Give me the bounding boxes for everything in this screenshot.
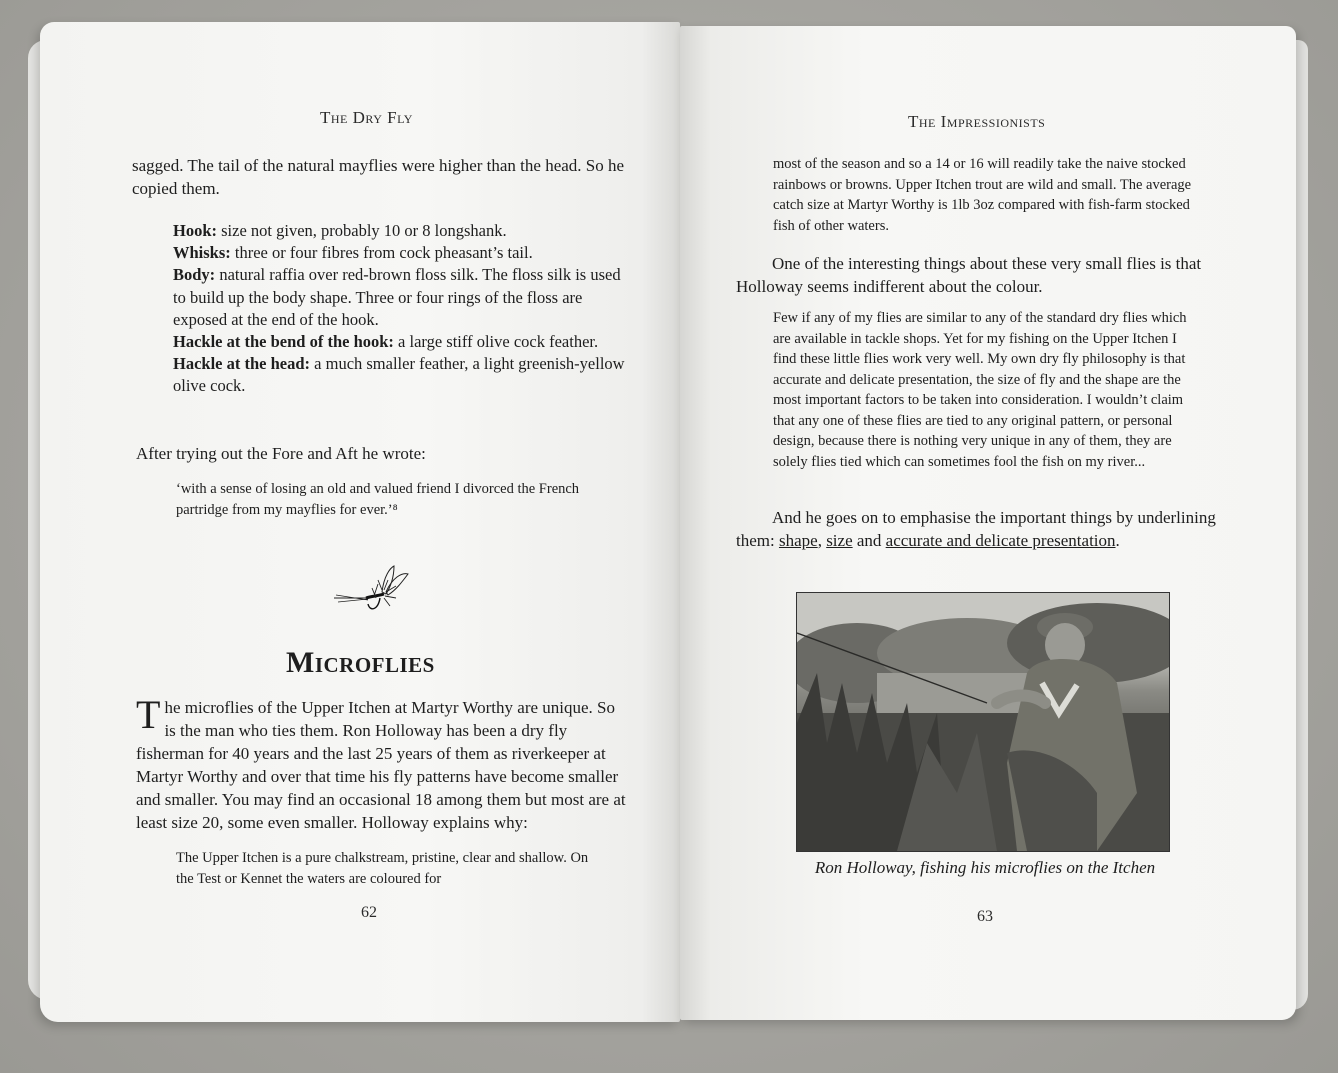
pattern-hackle-head: Hackle at the head: a much smaller feather, a light greenish-yellow olive cock.: [173, 354, 625, 396]
paragraph-microflies-intro: The microflies of the Upper Itchen at Martyr Worthy are unique. So is the man who ties them. Ron Holloway has been a dry fly fisherman for 40 years and the last 25 years of them as riverkeeper at Martyr Worthy and over that time his fly patterns have become smaller and smaller. You may find an occasional 18 among them but most are at least size 20, some even smaller. Holloway explains why:: [136, 692, 626, 832]
paragraph-continued: sagged. The tail of the natural mayflies were higher than the head. So he copied them.: [132, 156, 625, 198]
fly-pattern-list: [173, 220, 631, 398]
block-quote-chalkstream: The Upper Itchen is a pure chalkstream, pristine, clear and shallow. On the Test or Kennet the waters are coloured for: [176, 850, 589, 887]
mayfly-icon: [330, 562, 416, 622]
underlined-shape: shape: [778, 531, 818, 550]
pattern-whisks: Whisks: three or four fibres from cock pheasant’s tail.: [173, 243, 533, 263]
running-head-left: The Dry Fly: [320, 108, 413, 127]
block-quote-continued: most of the season and so a 14 or 16 will readily take the naive stocked rainbows or browns. Upper Itchen trout are wild and small. The average catch size at Martyr Worthy is 1lb 3oz compared with fish-farm stocked fish of other waters.: [773, 156, 1192, 234]
photo-ron-holloway: [796, 592, 1170, 852]
pattern-body: Body: natural raffia over red-brown floss silk. The floss silk is used to build up the body shape. Three or four rings of the floss are exposed at the end of the hook.: [173, 265, 621, 329]
underlined-size: size: [826, 531, 853, 550]
section-heading-microflies: Microflies: [286, 646, 435, 679]
paragraph-underlining: And he goes on to emphasise the important things by underlining them: shape, size and accurate and delicate presentation.: [736, 508, 1216, 550]
drop-cap: T: [136, 692, 161, 737]
underlined-presentation: accurate and delicate presentation: [885, 531, 1116, 550]
pattern-hackle-bend: Hackle at the bend of the hook: a large stiff olive cock feather.: [173, 332, 599, 352]
block-quote-holloway: Few if any of my flies are similar to any of the standard dry flies which are available in tackle shops. Yet for my fishing on the Upper Itchen I find these little flies work very well. My own dry fly philosophy is that accurate and delicate presentation, the size of fly and the shape are the most important factors to be taken into consideration. I wouldn’t claim that any one of these flies are tied to any original pattern, or personal design, because there is nothing very unique in any of them, they are solely flies tied which can sometimes fool the fish on my river...: [773, 310, 1187, 470]
left-page: [40, 22, 680, 1022]
paragraph-colour: One of the interesting things about these very small flies is that Holloway seems indifferent about the colour.: [736, 254, 1202, 296]
running-head-right: The Impressionists: [908, 112, 1046, 131]
page-number-left: 62: [361, 904, 377, 921]
block-quote-partridge: ‘with a sense of losing an old and valued friend I divorced the French partridge from my mayflies for ever.’⁸: [176, 481, 580, 518]
page-number-right: 63: [977, 908, 993, 925]
right-page: [680, 26, 1296, 1020]
pattern-hook: Hook: size not given, probably 10 or 8 longshank.: [173, 221, 507, 240]
paragraph-after-trying: After trying out the Fore and Aft he wrote:: [136, 444, 426, 463]
photo-caption: Ron Holloway, fishing his microflies on the Itchen: [814, 858, 1156, 877]
